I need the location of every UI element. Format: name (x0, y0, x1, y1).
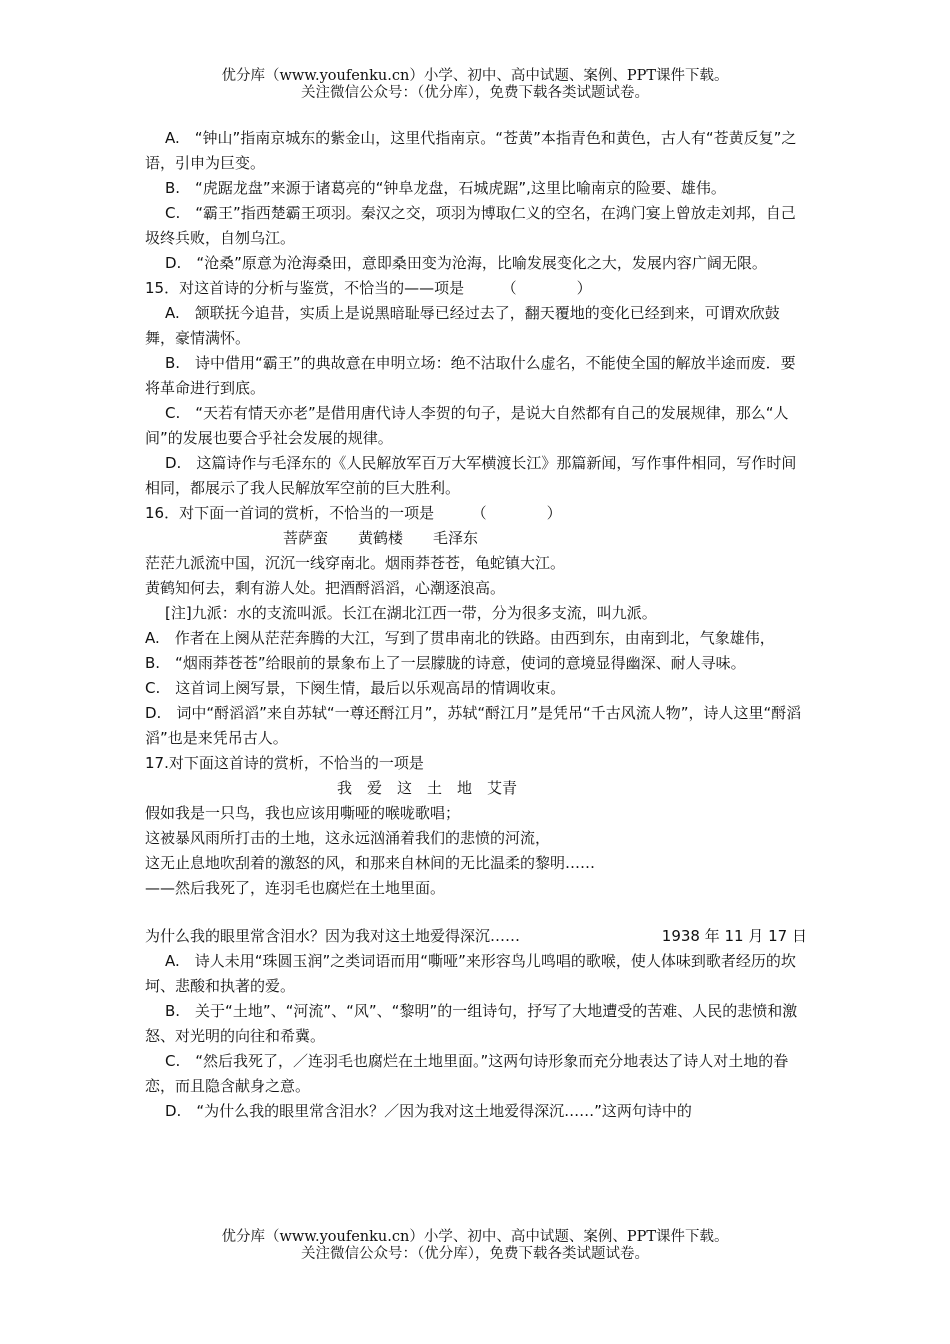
q17-option-c: C. “然后我死了，／连羽毛也腐烂在土地里面。”这两句诗形象而充分地表达了诗人对土地的眷恋，而且隐含献身之意。 (145, 1052, 789, 1095)
q17-poem-last-line (145, 924, 807, 949)
q15-option-b: B. 诗中借用“霸王”的典故意在申明立场：绝不沽取什么虚名，不能使全国的解放半途而废．要将革命进行到底。 (145, 354, 796, 397)
q16-poem-line-1: 茫茫九派流中国，沉沉一线穿南北。烟雨莽苍苍，龟蛇镇大江。 (145, 554, 566, 572)
q14-option-a: A. “钟山”指南京城东的紫金山，这里代指南京。“苍黄”本指青色和黄色，古人有“苍黄反复”之语，引申为巨变。 (145, 129, 797, 172)
q14-option-d: D. “沧桑”原意为沧海桑田，意即桑田变为沧海，比喻发展变化之大，发展内容广阔无限。 (165, 254, 767, 272)
q16-poem-line-2: 黄鹤知何去，剩有游人处。把酒酹滔滔，心潮逐浪高。 (145, 579, 506, 597)
q17-poem-line-1: 假如我是一只鸟，我也应该用嘶哑的喉咙歌唱； (145, 804, 461, 822)
q17-poem-line-3: 这无止息地吹刮着的激怒的风，和那来自林间的无比温柔的黎明…… (145, 854, 596, 872)
page-header (0, 68, 950, 102)
q15-option-a: A. 颔联抚今追昔，实质上是说黑暗耻辱已经过去了，翻天覆地的变化已经到来，可谓欢欣鼓舞，豪情满怀。 (145, 304, 780, 347)
q15-option-d: D. 这篇诗作与毛泽东的《人民解放军百万大军横渡长江》那篇新闻，写作事件相同，写作时间相同，都展示了我人民解放军空前的巨大胜利。 (145, 454, 797, 497)
q16-option-d: D. 词中“酹滔滔”来自苏轼“一尊还酹江月”，苏轼“酹江月”是凭吊“千古风流人物”，诗人这里“酹滔滔”也是来凭吊古人。 (145, 704, 802, 747)
header-line-1: 优分库（www.youfenku.cn）小学、初中、高中试题、案例、PPT课件下载。 (221, 68, 729, 84)
q17-poem-date: 1938 年 11 月 17 日 (661, 927, 807, 945)
q17-poem-final-verse: 为什么我的眼里常含泪水？因为我对这土地爱得深沉…… (145, 927, 521, 945)
q17-poem-line-4: ——然后我死了，连羽毛也腐烂在土地里面。 (145, 879, 446, 897)
q16-note: [注]九派：水的支流叫派。长江在湖北江西一带，分为很多支流，叫九派。 (165, 604, 657, 622)
q14-option-b: B. “虎踞龙盘”来源于诸葛亮的“钟阜龙盘，石城虎踞”,这里比喻南京的险要、雄伟。 (165, 179, 726, 197)
q17-stem: 17.对下面这首诗的赏析，不恰当的一项是 (145, 754, 424, 772)
stanza-gap (145, 901, 807, 924)
header-line-2: 关注微信公众号：（优分库），免费下载各类试题试卷。 (301, 85, 649, 101)
q17-option-d: D. “为什么我的眼里常含泪水？／因为我对这土地爱得深沉……”这两句诗中的 (165, 1102, 692, 1120)
q16-stem: 16．对下面一首词的赏析，不恰当的一项是 （ ） (145, 504, 562, 522)
q17-option-b: B. 关于“土地”、“河流”、“风”、“黎明”的一组诗句，抒写了大地遭受的苦难、人民的悲愤和激怒、对光明的向往和希冀。 (145, 1002, 798, 1045)
q17-poem-line-2: 这被暴风雨所打击的土地，这永远汹涌着我们的悲愤的河流， (145, 829, 551, 847)
footer-line-1: 优分库（www.youfenku.cn）小学、初中、高中试题、案例、PPT课件下载。 (221, 1229, 729, 1245)
q14-option-c: C. “霸王”指西楚霸王项羽。秦汉之交，项羽为博取仁义的空名，在鸿门宴上曾放走刘邦，自己圾终兵败，自刎乌江。 (145, 204, 796, 247)
q16-option-c: C. 这首词上阕写景，下阕生情，最后以乐观高昂的情调收束。 (145, 679, 566, 697)
page-footer (0, 1229, 950, 1263)
q16-option-a: A. 作者在上阕从茫茫奔腾的大江，写到了贯串南北的铁路。由西到东，由南到北，气象雄伟， (145, 629, 775, 647)
q15-stem: 15．对这首诗的分析与鉴赏，不恰当的——项是 （ ） (145, 279, 592, 297)
q16-poem-title: 菩萨蛮 黄鹤楼 毛泽东 (283, 529, 479, 547)
footer-line-2: 关注微信公众号：（优分库），免费下载各类试题试卷。 (301, 1246, 649, 1262)
q16-option-b: B. “烟雨莽苍苍”给眼前的景象布上了一层朦胧的诗意，使词的意境显得幽深、耐人寻味。 (145, 654, 746, 672)
q17-poem-title: 我 爱 这 土 地 艾青 (337, 779, 518, 797)
q17-option-a: A. 诗人未用“珠圆玉润”之类词语而用“嘶哑”来形容鸟儿鸣唱的歌喉，使人体味到歌者经历的坎坷、悲酸和执著的爱。 (145, 952, 796, 995)
q15-option-c: C. “天若有情天亦老”是借用唐代诗人李贺的句子，是说大自然都有自己的发展规律，那么“人间”的发展也要合乎社会发展的规律。 (145, 404, 789, 447)
document-body (145, 126, 807, 1124)
